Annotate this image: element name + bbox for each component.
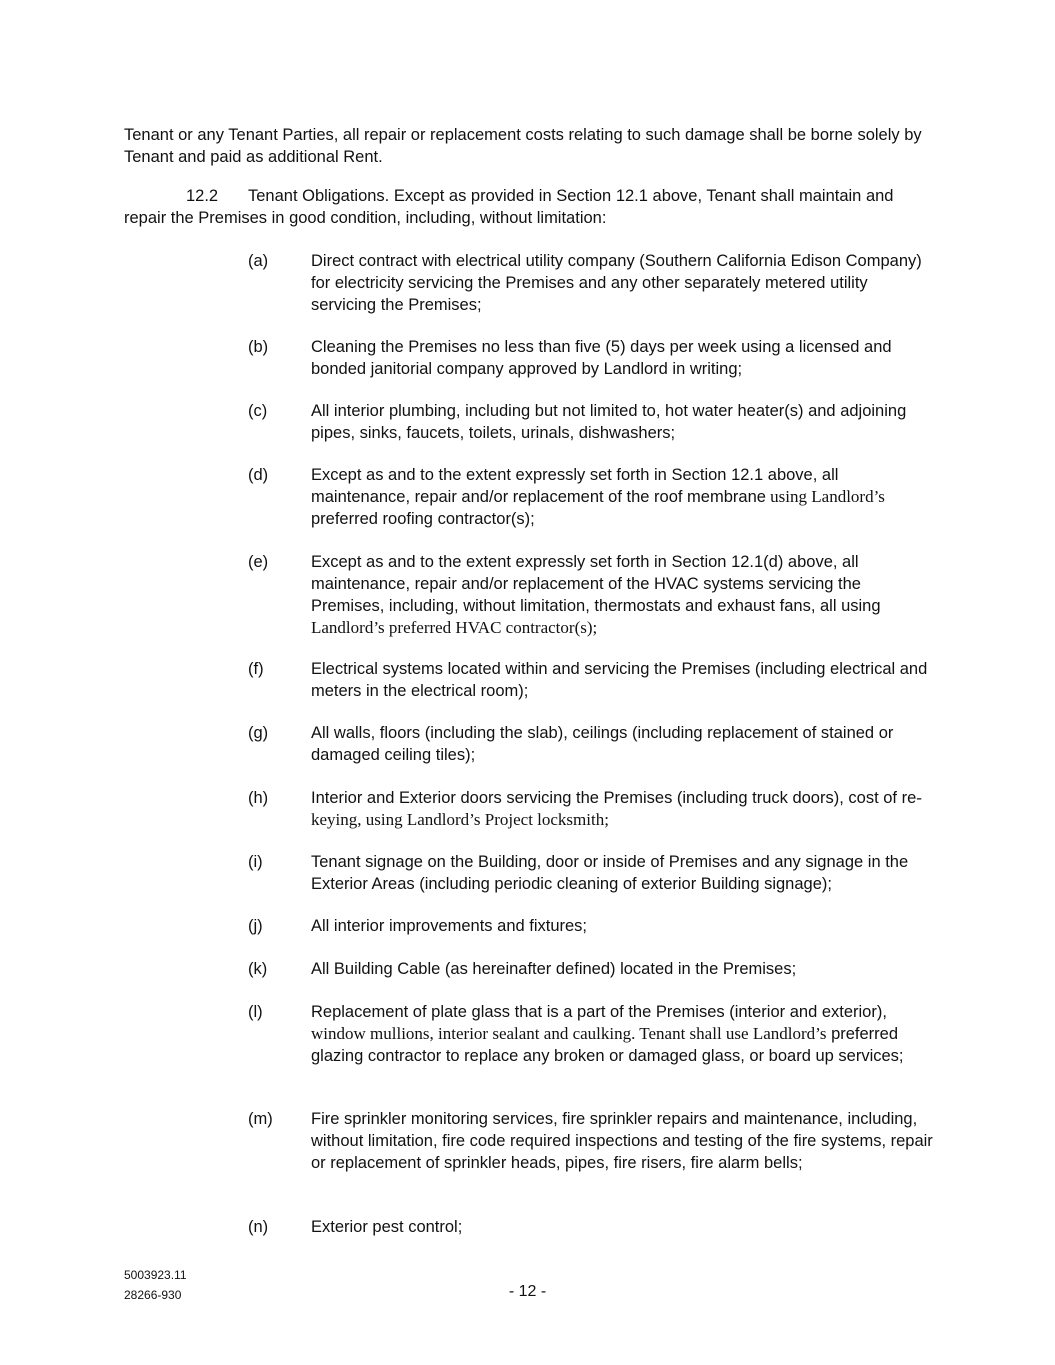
list-item-label: (h): [248, 789, 269, 807]
list-item-label: (k): [248, 960, 268, 978]
list-item-label: (f): [248, 660, 264, 678]
list-item-text: [311, 1001, 936, 1067]
list-item-label: (d): [248, 466, 269, 484]
list-item-text: All interior plumbing, including but not limited to, hot water heater(s) and adjoining pipes, sinks, faucets, toilets, urinals, dishwashers;: [311, 402, 907, 442]
list-item-label: (l): [248, 1003, 263, 1021]
footer-document-id: 5003923.11: [124, 1268, 187, 1282]
list-item-text-main: Interior and Exterior doors servicing the Premises (including truck doors), cost of re: [311, 789, 917, 807]
continuation-paragraph: Tenant or any Tenant Parties, all repair or replacement costs relating to such damage shall be borne solely by Tenant and paid as additional Rent.: [124, 126, 922, 166]
page-number: - 12 -: [508, 1283, 547, 1300]
list-item-text-serif: window mullions, interior sealant and caulking. Tenant shall use Landlord’s: [311, 1024, 827, 1043]
list-item-label: (j): [248, 917, 263, 935]
list-item-text: Fire sprinkler monitoring services, fire sprinkler repairs and maintenance, including, without limitation, fire code required inspections and testing of the fire systems, repair or replacement of sprinkler heads, pipes, fire risers, fire alarm bells;: [311, 1110, 933, 1172]
list-item-text-serif: Landlord’s preferred HVAC contractor(s);: [311, 618, 598, 637]
list-item-text-main: Replacement of plate glass that is a part of the Premises (interior and exterior),: [311, 1003, 887, 1021]
list-item-text: [311, 551, 936, 639]
list-item-label: (g): [248, 724, 269, 742]
list-item-text: Cleaning the Premises no less than five (5) days per week using a licensed and bonded janitorial company approved by Landlord in writing;: [311, 338, 892, 378]
list-item-text: All interior improvements and fixtures;: [311, 917, 588, 935]
list-item-text-serif: -keying, using Landlord’s Project locksmith;: [311, 788, 922, 829]
section-12-2-paragraph: [124, 185, 936, 229]
footer-matter-id: 28266-930: [124, 1288, 182, 1302]
list-item-text-end: preferred roofing contractor(s);: [311, 510, 535, 528]
list-item-text: All walls, floors (including the slab), ceilings (including replacement of stained or damaged ceiling tiles);: [311, 724, 894, 764]
list-item-label: (a): [248, 252, 269, 270]
list-item-label: (c): [248, 402, 268, 420]
list-item-text: Electrical systems located within and servicing the Premises (including electrical and meters in the electrical room);: [311, 660, 928, 700]
section-number: 12.2: [186, 187, 219, 205]
list-item-text: Tenant signage on the Building, door or inside of Premises and any signage in the Exterior Areas (including periodic cleaning of exterior Building signage);: [311, 853, 909, 893]
list-item-text-main: Except as and to the extent expressly set forth in Section 12.1 above, all maintenance, repair and/or replacement of the roof membrane: [311, 466, 839, 506]
list-item-label: (m): [248, 1110, 273, 1128]
list-item-label: (i): [248, 853, 263, 871]
list-item-label: (b): [248, 338, 269, 356]
list-item-label: (e): [248, 553, 269, 571]
list-item-text: Direct contract with electrical utility company (Southern California Edison Company) for electricity servicing the Premises and any other separately metered utility servicing the Premises;: [311, 252, 922, 314]
section-text: Except as provided in Section 12.1 above, Tenant shall maintain and repair the Premises in good condition, including, without limitation:: [124, 187, 894, 227]
list-item-text: All Building Cable (as hereinafter defined) located in the Premises;: [311, 960, 797, 978]
section-heading: Tenant Obligations.: [248, 187, 390, 205]
list-item-text-main: Except as and to the extent expressly set forth in Section 12.1(d) above, all maintenance, repair and/or replacement of the HVAC systems servicing the Premises, including, without limitation, thermostats and exhaust fans, all using: [311, 553, 881, 615]
list-item-label: (n): [248, 1218, 269, 1236]
list-item-text: [311, 787, 936, 831]
list-item-text: Exterior pest control;: [311, 1218, 463, 1236]
list-item-text-end: preferred glazing contractor to replace any broken or damaged glass, or board up services;: [311, 1025, 904, 1065]
list-item-text-serif: using Landlord’s: [765, 487, 885, 506]
list-item-text: [311, 464, 936, 530]
